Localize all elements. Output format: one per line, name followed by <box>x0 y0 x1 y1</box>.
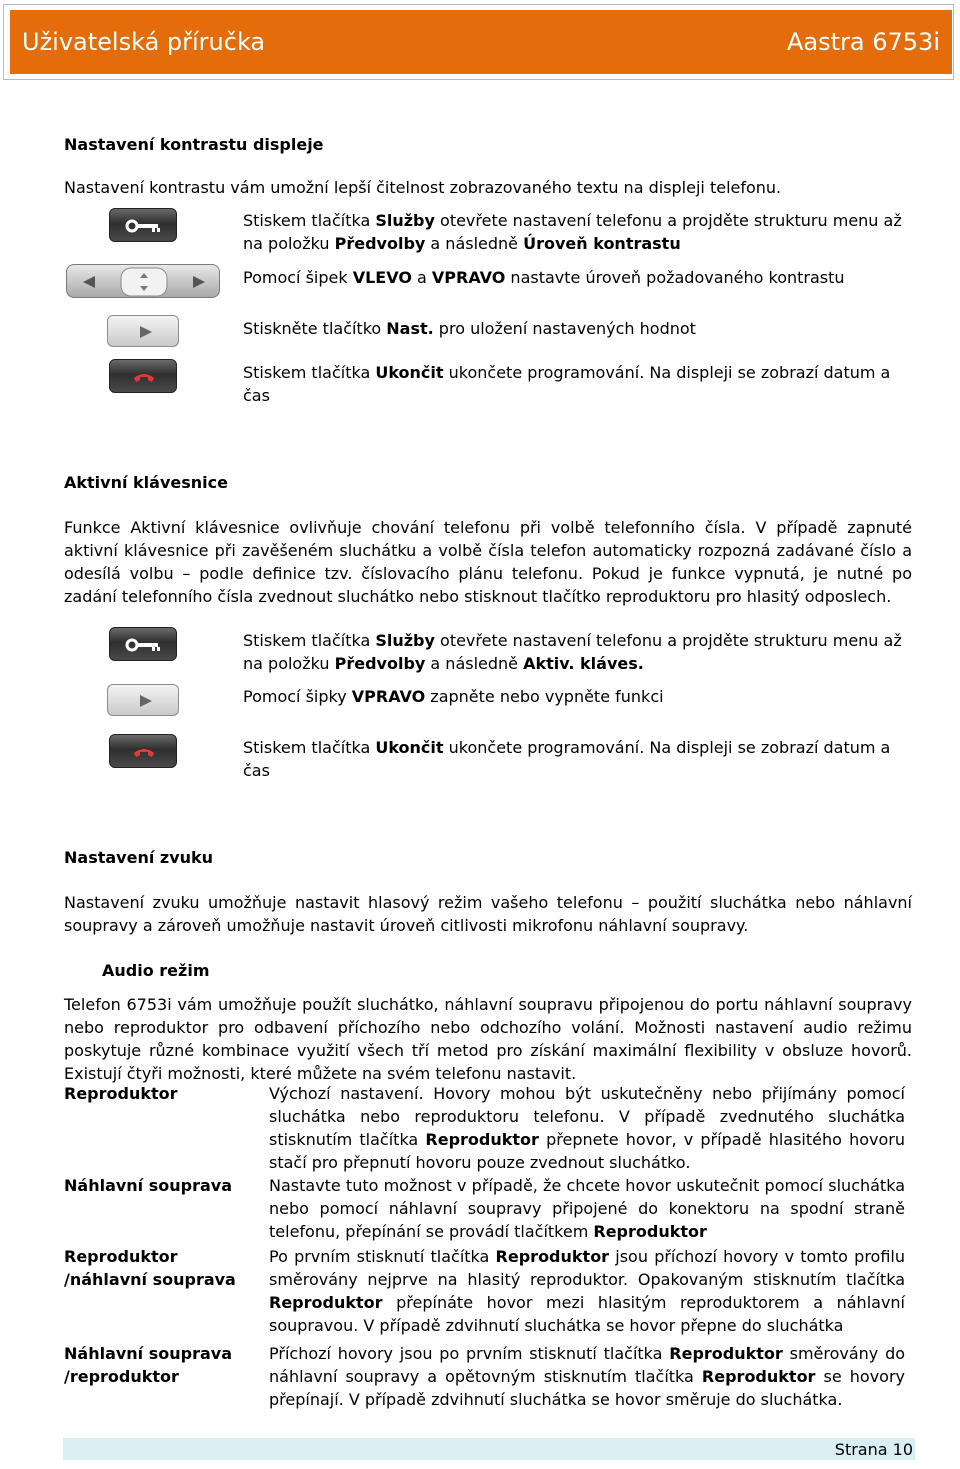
keypad-step-arrow: Pomocí šipky VPRAVO zapněte nebo vypněte funkci <box>243 687 664 706</box>
mode-term-headset: Náhlavní souprava <box>64 1176 233 1195</box>
services-key-icon <box>109 627 177 661</box>
contrast-intro: Nastavení kontrastu vám umožní lepší čitelnost zobrazovaného textu na displeji telefonu. <box>64 178 782 197</box>
handset-end-call-icon <box>109 734 177 768</box>
keypad-step-end: Stiskem tlačítka Ukončit ukončete programování. Na displeji se zobrazí datum a čas <box>243 738 891 780</box>
mode-term-headset-speaker: Náhlavní souprava /reproduktor <box>64 1344 233 1386</box>
footer-bar <box>63 1438 915 1460</box>
services-key-icon <box>109 208 177 242</box>
page-number: Strana 10 <box>834 1440 913 1459</box>
keypad-step-services: Stiskem tlačítka Služby otevřete nastavení telefonu a projděte strukturu menu až na položku Předvolby a následně Aktiv. kláves. <box>243 631 902 673</box>
audio-mode-heading: Audio režim <box>102 961 210 980</box>
mode-term-speaker-headset: Reproduktor /náhlavní souprava <box>64 1247 236 1289</box>
contrast-step-services: Stiskem tlačítka Služby otevřete nastavení telefonu a projděte strukturu menu až na položku Předvolby a následně Úroveň kontrastu <box>243 211 902 253</box>
mode-term-speaker: Reproduktor <box>64 1084 178 1103</box>
right-arrow-softkey-icon <box>107 315 179 347</box>
contrast-step-arrows: Pomocí šipek VLEVO a VPRAVO nastavte úroveň požadovaného kontrastu <box>243 268 845 287</box>
keypad-heading: Aktivní klávesnice <box>64 473 228 492</box>
keypad-body: Funkce Aktivní klávesnice ovlivňuje chování telefonu při volbě telefonního čísla. V případě zapnuté aktivní klávesnice při zavěšeném sluchátku a volbě čísla telefon automaticky rozpozná zadávané číslo a odesílá volbu – podle definice tzv. číslovacího plánu telefonu. Pokud je funkce vypnutá, je nutné po zadání telefonního čísla zvednout sluchátko nebo stisknout tlačítko reproduktoru pro hlasitý odposlech. <box>64 518 912 606</box>
mode-desc-headset-speaker: Příchozí hovory jsou po prvním stisknutí tlačítka Reproduktor směrovány do náhlavní soupravy a opětovným stisknutím tlačítka Reproduktor se hovory přepínají. V případě zdvihnutí sluchátka se hovor směruje do sluchátka. <box>269 1344 906 1409</box>
left-right-navigation-icon <box>66 264 220 298</box>
right-arrow-softkey-icon <box>107 684 179 716</box>
page-header <box>0 0 960 84</box>
contrast-heading: Nastavení kontrastu displeje <box>64 135 324 154</box>
mode-desc-headset: Nastavte tuto možnost v případě, že chcete hovor uskutečnit pomocí sluchátka nebo pomocí náhlavní soupravy připojené do konektoru na spodní straně telefonu, přepínání se provádí tlačítkem Reproduktor <box>269 1176 905 1241</box>
phone-model: Aastra 6753i <box>787 28 940 56</box>
contrast-step-save: Stiskněte tlačítko Nast. pro uložení nastavených hodnot <box>243 319 696 338</box>
document-title: Uživatelská příručka <box>22 28 266 56</box>
audio-mode-body: Telefon 6753i vám umožňuje použít sluchátko, náhlavní soupravu připojenou do portu náhlavní soupravy nebo reproduktor pro odbavení příchozího nebo odchozího volání. Možnosti nastavení audio režimu poskytuje různé kombinace využití všech tří metod pro získání maximální flexibility v obsluze hovorů. Existují čtyři možnosti, které můžete na svém telefonu nastavit. <box>64 995 912 1083</box>
sound-heading: Nastavení zvuku <box>64 848 214 867</box>
mode-desc-speaker-headset: Po prvním stisknutí tlačítka Reproduktor jsou příchozí hovory v tomto profilu směrovány nejprve na hlasitý reproduktor. Opakovaným stisknutím tlačítka Reproduktor přepínáte hovor mezi hlasitým reproduktorem a náhlavní soupravou. V případě zdvihnutí sluchátka se hovor přepne do sluchátka <box>269 1247 905 1335</box>
handset-end-call-icon <box>109 359 177 393</box>
sound-body: Nastavení zvuku umožňuje nastavit hlasový režim vašeho telefonu – použití sluchátka nebo náhlavní soupravy a zároveň umožňuje nastavit úroveň citlivosti mikrofonu náhlavní soupravy. <box>64 893 912 935</box>
contrast-step-end: Stiskem tlačítka Ukončit ukončete programování. Na displeji se zobrazí datum a čas <box>243 363 891 405</box>
mode-desc-speaker: Výchozí nastavení. Hovory mohou být uskutečněny nebo přijímány pomocí sluchátka nebo reproduktoru telefonu. V případě zvednutého sluchátka stisknutím tlačítka Reproduktor přepnete hovor, v případě hlasitého hovoru stačí pro přepnutí hovoru pouze zvednout sluchátko. <box>269 1084 905 1172</box>
